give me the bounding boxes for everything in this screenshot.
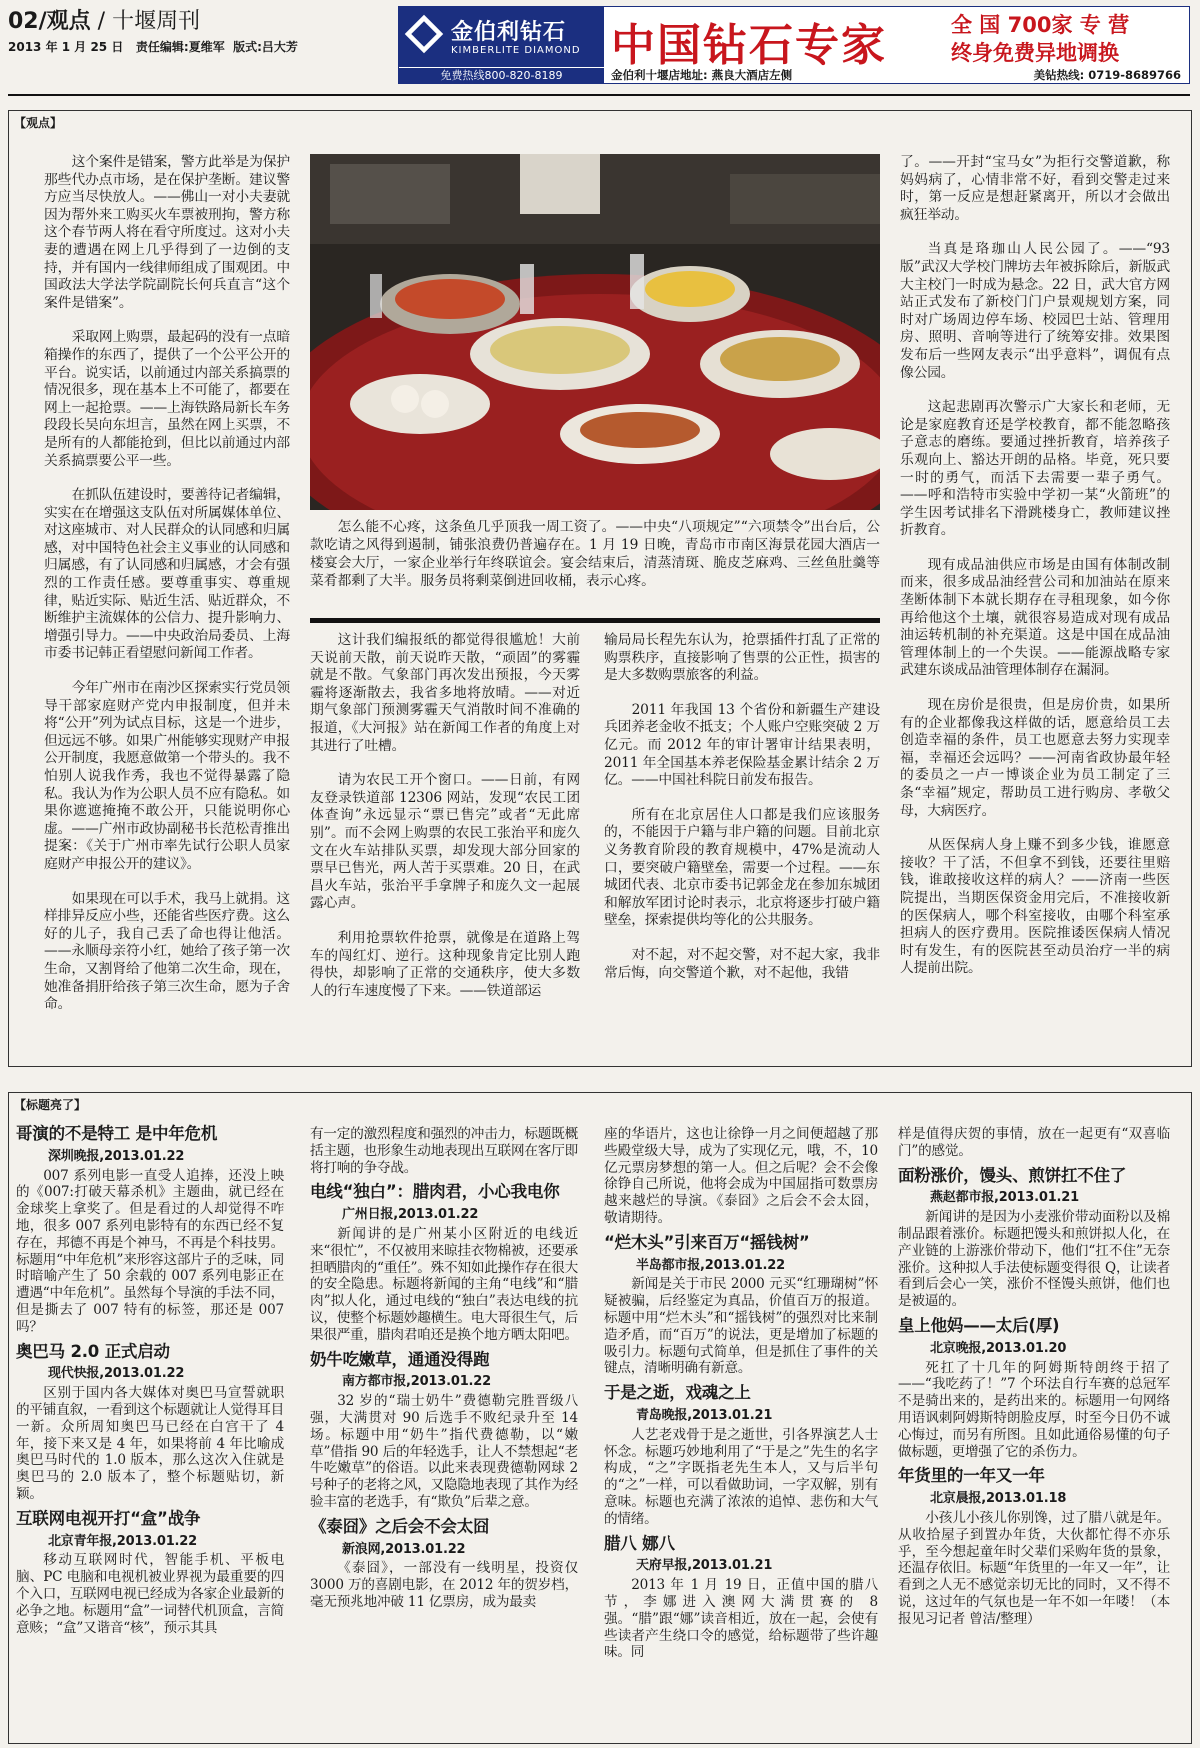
article-source: 青岛晚报,2013.01.21	[636, 1407, 773, 1423]
dateline: 2013 年 1 月 25 日 责任编辑:夏维军 版式:吕大芳	[8, 40, 298, 54]
headline-column-2	[310, 1126, 578, 1611]
banquet-photo	[310, 154, 880, 510]
column-separator	[310, 618, 880, 623]
headline-column-1	[16, 1118, 284, 1636]
article-source: 广州日报,2013.01.22	[342, 1207, 479, 1223]
article-body: 有一定的激烈程度和强烈的冲击力，标题既概括主题，也形象生动地表现出互联网在客厅即将打响的争夺战。	[310, 1126, 578, 1176]
article-source: 北京青年报,2013.01.22	[48, 1533, 197, 1549]
opinion-column-4: 了。——开封“宝马女”为拒行交警道歉，称妈妈病了，心情非常不好，看到交警走过来时，第一反应是想赶紧离开，所以才会做出疯狂举动。 当真是珞珈山人民公园了。——“93 版”武汉大学校门牌坊去年被拆除后，新版武大主校门一时成为悬念。22 日，武大官方网站正式发布了新校门门户景观规划方案，同时对广场周边停车场、校园巴士站、管理用房、照明、音响等进行了统筹安排。效果图发布后一些网友表示“出乎意料”，调侃有点像公园。 这起悲剧再次警示广大家长和老师，无论是家庭教育还是学校教育，都不能忽略孩子意志的磨练。要通过挫折教育，培养孩子乐观向上、豁达开朗的品格。毕竟，死只要一时的勇气，而活下去需要一辈子勇气。——呼和浩特市实验中学初一某“火箭班”的学生因考试排名下滑跳楼身亡，教师建议挫折教育。 现有成品油供应市场是由国有体制改制而来，很多成品油经营公司和加油站在原来垄断体制下本就长期存在寻租现象，如今你再给他这个土壤，就很容易造成对现有成品油运转机制的补充渠道。这是中国在成品油管理体制上的一个失误。——能源战略专家武建东谈成品油管理体制存在漏洞。 现在房价是很贵，但是房价贵，如果所有的企业都像我这样做的话，愿意给员工去创造幸福的条件，员工也愿意去努力实现幸福，幸福还会远吗？——河南省政协最年轻的委员之一卢一博谈企业为员工制定了三条“幸福”规定，帮助员工进行购房、孝敬父母，大病医疗。 从医保病人身上赚不到多少钱，谁愿意接收？干了活，不但拿不到钱，还要往里赔钱，谁敢接收这样的病人？——济南一些医院提出，当期医保资金用完后，不准接收新的医保病人，哪个科室接收，由哪个科室承担病人的医疗费用。医院推诿医保病人情况时有发生，有的医院甚至动员治疗一半的病人提前出院。	[900, 154, 1170, 977]
article-source: 深圳晚报,2013.01.22	[48, 1148, 185, 1164]
article-body: 座的华语片，这也让徐铮一月之间便超越了那些殿堂级大导，成为了实现亿元，哦，不，10 亿元票房梦想的第一人。但之后呢？会不会像徐铮自己所说，他将会成为中国屈指可数票房越来越烂的导演。《泰囧》之后会不会太囧，敬请期待。	[604, 1126, 878, 1226]
article-body: 样是值得庆贺的事情，放在一起更有“双喜临门”的感觉。	[898, 1126, 1170, 1159]
article-body: 小孩儿小孩儿你别馋，过了腊八就是年。从收拾屋子到置办年货，大伙都忙得不亦乐乎，至今想起童年时父辈们采购年货的景象，还温存依旧。标题“年货里的一年又一年”，让看到之人无不感觉亲切无比的同时，又不得不说，这过年的气氛也是一年不如一年喽！（本报见习记者 曾洁/整理）	[898, 1509, 1170, 1627]
ad-headline: 中国钻石专家	[611, 20, 887, 71]
article-headline: 面粉涨价，馒头、煎饼扛不住了	[898, 1165, 1127, 1185]
article-source: 南方都市报,2013.01.22	[342, 1374, 491, 1390]
brand-name: 金伯利钻石	[451, 20, 567, 45]
article-body: 新闻是关于市民 2000 元买“红珊瑚树”怀疑被骗，后经鉴定为真品，价值百万的报道。标题中用“烂木头”和“摇钱树”的强烈对比来制造矛盾，而“百万”的说法，更是增加了标题的吸引力。标题句式简单，但是抓住了事件的关键点，清晰明确有新意。	[604, 1276, 878, 1377]
article-body: 人艺老戏骨于是之逝世，引各界演艺人士怀念。标题巧妙地利用了“于是之”先生的名字构成，“之”字既指老先生本人，又与后半句的“之”一样，可以看做助词，一字双解，别有意味。标题也充满了浓浓的追悼、悲伤和大气的情绪。	[604, 1426, 878, 1527]
article-headline: 哥演的不是特工 是中年危机	[16, 1124, 218, 1143]
article-headline: 腊八 娜八	[604, 1533, 675, 1553]
article-source: 燕赵都市报,2013.01.21	[930, 1190, 1079, 1206]
article-body: 新闻讲的是广州某小区附近的电线近来“很忙”，不仅被用来晾挂衣物棉被，还要承担晒腊肉的“重任”。殊不知如此操作存在很大的安全隐患。标题将新闻的主角“电线”和“腊肉”拟人化，通过电线的“独白”表达电线的抗议，使整个标题妙趣横生。电大哥很生气，后果很严重，腊肉君咱还是换个地方晒太阳吧。	[310, 1225, 578, 1343]
article-source: 天府早报,2013.01.21	[636, 1558, 773, 1574]
section-tag: 【标题亮了】	[14, 1098, 87, 1112]
advertisement-banner	[398, 6, 1190, 84]
article-body: 区别于国内各大媒体对奥巴马宣誓就职的平铺直叙，一看到这个标题就让人觉得耳目一新。众所周知奥巴马已经在白宫干了 4 年，接下来又是 4 年，如果将前 4 年比喻成奥巴马时代的 1.0 版本，那么这次入住就是奥巴马的 2.0 版本了，整个标题贴切，新颖。	[16, 1385, 284, 1502]
article-headline: “烂木头”引来百万“摇钱树”	[604, 1232, 810, 1252]
article-body: 新闻讲的是因为小麦涨价带动面粉以及棉制品跟着涨价。标题把馒头和煎饼拟人化，在产业链的上游涨价带动下，他们“扛不住”无奈涨价。这种拟人手法使标题变得很 Q，让读者看到后会心一笑，涨价不怪馒头煎饼，他们也是被逼的。	[898, 1209, 1170, 1310]
article-headline: 奶牛吃嫩草，通通没得跑	[310, 1349, 490, 1369]
article-body: 32 岁的“瑞士奶牛”费德勒完胜晋级八强，大满贯对 90 后选手不败纪录升至 14 场。标题中用“奶牛”指代费德勒，以“嫩草”借指 90 后的年轻选手，让人不禁想起“老牛吃嫩草”的俗语。以此来表现费德勒网球 2 号种子的老将之风，又隐隐地表现了其作为经验丰富的老选手，有“欺负”后辈之意。	[310, 1393, 578, 1510]
photo-caption: 怎么能不心疼，这条鱼几乎顶我一周工资了。——中央“八项规定”“六项禁令”出台后，公款吃请之风得到遏制，铺张浪费仍普遍存在。1 月 19 日晚，青岛市市南区海景花园大酒店一楼宴会大厅，一家企业举行年终联谊会。宴会结束后，清蒸清斑、脆皮芝麻鸡、三丝鱼肚羹等菜肴都剩了大半。服务员将剩菜倒进回收桶，表示心疼。	[310, 519, 880, 589]
opinion-column-2: 这计我们编报纸的都觉得很尴尬！大前天说前天散，前天说昨天散，“顽固”的雾霾就是不散。气象部门再次发出预报，今天雾霾将逐渐散去，我省多地将放晴。——对近期气象部门预测雾霾天气消散时间不准确的报道，《大河报》站在新闻工作者的角度上对其进行了吐槽。 请为农民工开个窗口。——日前，有网友登录铁道部 12306 网站，发现“农民工团体查询”永远显示“票已售完”或者“无此席别”。而不会网上购票的农民工张治平和庞久文在火车站排队买票，却发现大部分回家的票早已售光，两人苦于买票难。20 日，在武昌火车站，张治平手拿牌子和庞久文一起展露心声。 利用抢票软件抢票，就像是在道路上驾车的闯红灯、逆行。这种现象肯定比别人跑得快，却影响了正常的交通秩序，使大多数人的行车速度慢了下来。——铁道部运	[310, 632, 580, 999]
ad-address: 金伯利十堰店地址: 燕良大酒店左侧 美钻热线: 0719-8689766	[611, 68, 1181, 82]
article-headline: 奥巴马 2.0 正式启动	[16, 1341, 170, 1361]
article-headline: 《泰囧》之后会不会太囧	[310, 1516, 490, 1536]
article-body: 死扛了十几年的阿姆斯特朗终于招了——“我吃药了！”7 个环法自行车赛的总冠军不是骑出来的，是药出来的。标题用一句网络用语讽刺阿姆斯特朗脸皮厚，时至今日仍不诚心悔过，而另有所图。且如此通俗易懂的句子做标题，更增强了它的杀伤力。	[898, 1359, 1170, 1460]
brand-name-en: KIMBERLITE DIAMOND	[451, 45, 581, 56]
article-source: 北京晨报,2013.01.18	[930, 1491, 1067, 1507]
page-label: 02/观点 / 十堰周刊	[8, 9, 201, 34]
article-body: 2013 年 1 月 19 日，正值中国的腊八节，李娜进入澳网大满贯赛的 8 强。“腊”跟“娜”读音相近，放在一起，会使有些读者产生绕口令的感觉，给标题带了些许趣味。同	[604, 1577, 878, 1661]
article-source: 新浪网,2013.01.22	[342, 1541, 466, 1557]
article-source: 北京晚报,2013.01.20	[930, 1340, 1067, 1356]
headline-column-4	[898, 1126, 1170, 1628]
ad-side-text: 全 国 700家 专 营 终身免费异地调换	[951, 13, 1130, 65]
article-headline: 于是之逝，戏魂之上	[604, 1383, 751, 1403]
article-body: 007 系列电影一直受人追捧，还没上映的《007:打破天幕杀机》主题曲，就已经在金球奖上拿奖了。但是看过的人却觉得不咋地，很多 007 系列电影特有的东西已经不复存在，邦德不再是个神马，不再是个科技男。标题用“中年危机”来形容这部片子的乏味，同时暗喻产生了 50 余载的 007 系列电影正在遭遇“中年危机”。虽然每个导演的手法不同，但是撕去了 007 特有的标签，那还是 007 吗？	[16, 1167, 284, 1335]
article-headline: 互联网电视开打“盒”战争	[16, 1508, 201, 1528]
header-rule	[8, 94, 1190, 96]
opinion-column-1: 这个案件是错案，警方此举是为保护那些代办点市场，是在保护垄断。建议警方应当尽快放人。——佛山一对小夫妻就因为帮外来工购买火车票被刑拘，警方称这个春节两人将在看守所度过。这对小夫妻的遭遇在网上几乎得到了一边倒的支持，并有国内一线律师组成了围观团。中国政法大学法学院副院长何兵直言“这个案件是错案”。 采取网上购票，最起码的没有一点暗箱操作的东西了，提供了一个公平公开的平台。说实话，以前通过内部关系搞票的情况很多，现在基本上不可能了，都要在网上一起抢票。——上海铁路局新长车务段段长吴向东坦言，虽然在网上买票，不是所有的人都能抢到，但比以前通过内部关系搞票要公平一些。 在抓队伍建设时，要善待记者编辑，实实在在增强这支队伍对所属媒体单位、对这座城市、对人民群众的认同感和归属感，对中国特色社会主义事业的认同感和归属感，有了认同感和归属感，才会有强烈的工作责任感。要尊重事实、尊重规律，贴近实际、贴近生活、贴近群众，不断维护主流媒体的公信力、提升影响力、增强引导力。——中央政治局委员、上海市委书记韩正看望慰问新闻工作者。 今年广州市在南沙区探索实行党员领导干部家庭财产党内申报制度，但并未将“公开”列为试点目标，这是一个进步，但远远不够。如果广州能够实现财产申报公开制度，我愿意做第一个带头的。我不怕别人说我作秀，我也不觉得暴露了隐私。我认为作为公职人员不应有隐私。如果你遮遮掩掩不敢公开，只能说明你心虚。——广州市政协副秘书长范松青推出提案：《关于广州市率先试行公职人员家庭财产申报公开的建议》。 如果现在可以手术，我马上就捐。这样排异反应小些，还能省些医疗费。这么好的儿子，我自己丢了命也得让他活。——永顺母亲符小红，她给了孩子第一次生命，又割肾给了他第二次生命，现在，她准备捐肝给孩子第三次生命，愿为子舍命。	[44, 154, 290, 1013]
article-headline: 年货里的一年又一年	[898, 1466, 1045, 1486]
article-body: 移动互联网时代，智能手机、平板电脑、PC 电脑和电视机被业界视为最重要的四个入口，互联网电视已经成为各家企业最新的必争之地。标题用“盒”一词替代机顶盒，言简意赅；“盒”又谐音“核”，预示其具	[16, 1552, 284, 1636]
section-tag: 【观点】	[14, 116, 63, 130]
ad-hotline: 免费热线800-820-8189	[399, 67, 604, 84]
article-headline: 电线“独白”：腊肉君，小心我电你	[310, 1182, 560, 1202]
article-headline: 皇上他妈——太后(厚)	[898, 1315, 1060, 1335]
article-body: 《泰囧》，一部没有一线明星，投资仅 3000 万的喜剧电影，在 2012 年的贺岁档，毫无预兆地冲破 11 亿票房，成为最卖	[310, 1560, 578, 1610]
brand-logo	[399, 7, 604, 67]
article-source: 现代快报,2013.01.22	[48, 1366, 185, 1382]
headline-column-3	[604, 1126, 878, 1661]
opinion-column-3: 输局局长程先东认为，抢票插件打乱了正常的购票秩序，直接影响了售票的公正性，损害的是大多数购票旅客的利益。 2011 年我国 13 个省份和新疆生产建设兵团养老金收不抵支；个人账户空账突破 2 万亿元。而 2012 年的审计署审计结果表明，2011 年全国基本养老保险基金累计结余 2 万亿。——中国社科院日前发布报告。 所有在北京居住人口都是我们应该服务的，不能因于户籍与非户籍的问题。目前北京义务教育阶段的教育规模中，47%是流动人口，要突破户籍壁垒，需要一个过程。——东城团代表、北京市委书记郭金龙在参加东城团和解放军团讨论时表示，北京将逐步打破户籍壁垒，探索提供均等化的公共服务。 对不起，对不起交警，对不起大家，我非常后悔，向交警道个歉，对不起他，我错	[604, 632, 880, 981]
article-source: 半岛都市报,2013.01.22	[636, 1257, 785, 1273]
